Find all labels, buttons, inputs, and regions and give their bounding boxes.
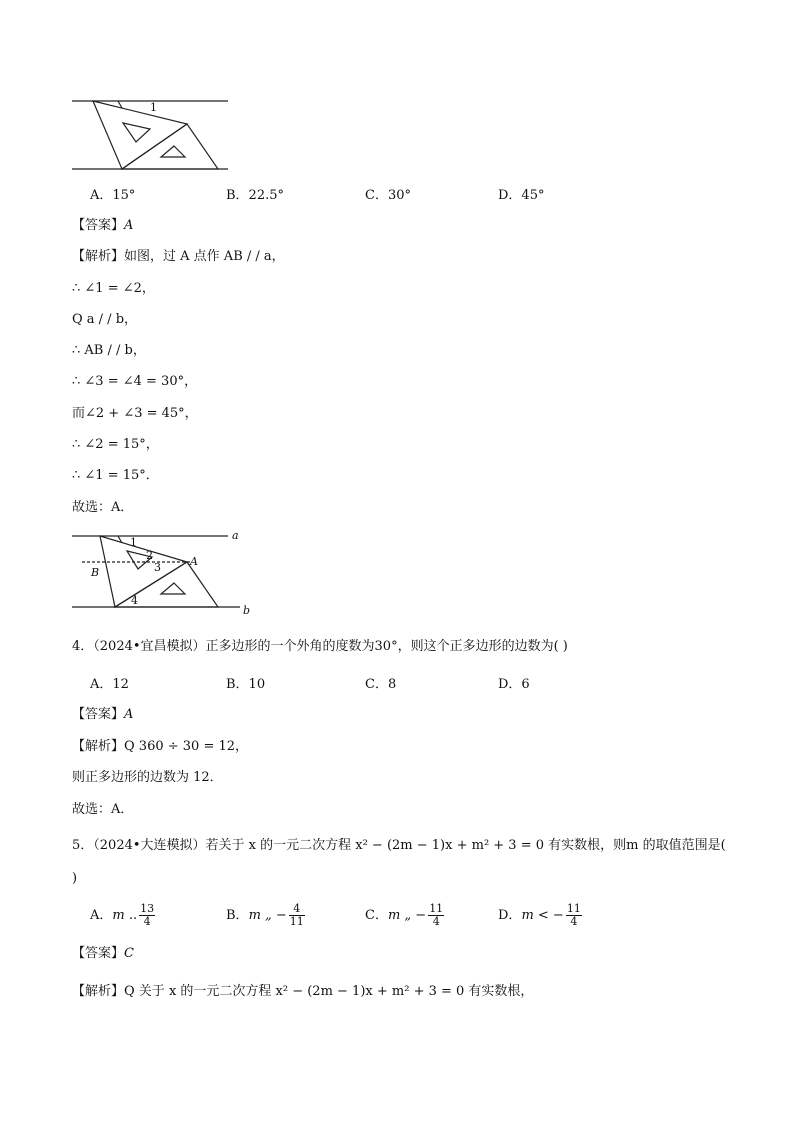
fraction-numerator: 11 (429, 902, 444, 915)
option-prefix: B． (226, 908, 249, 923)
solution-text: Q 关于 x 的一元二次方程 x² − (2m − 1)x + m² + 3 = 0 有实数根， (124, 984, 534, 999)
q4-answer (72, 706, 133, 724)
answer-value: A (124, 707, 134, 722)
q3-option-c: C．30° (365, 188, 411, 203)
q3-solution-line-8: ∴ ∠1 = 15°． (72, 468, 159, 483)
q4-option-c: C．8 (365, 677, 397, 692)
fraction-numerator: 11 (566, 902, 581, 915)
q3-solution-line-3: Q a / / b， (72, 312, 138, 327)
figure-1-angle-label: 1 (150, 101, 157, 114)
solution-tag: 【解析】 (72, 249, 125, 264)
answer-tag: 【答案】 (72, 946, 125, 961)
q4-option-a: A．12 (90, 677, 129, 692)
q3-conclusion: 故选：A． (72, 500, 134, 515)
answer-tag: 【答案】 (72, 218, 125, 233)
angle-1-label: 1 (130, 536, 137, 549)
solution-tag: 【解析】 (72, 984, 125, 999)
solution-text: Q 360 ÷ 30 = 12， (124, 739, 249, 754)
solution-tag: 【解析】 (72, 739, 125, 754)
q3-solution-line-2: ∴ ∠1 = ∠2， (72, 281, 155, 296)
option-variable: m .. (112, 908, 138, 923)
q5-stem-line-2: ) (72, 871, 78, 886)
fraction-denominator: 4 (570, 915, 578, 928)
q4-conclusion: 故选：A． (72, 802, 134, 817)
option-fraction (566, 903, 582, 928)
option-fraction (428, 903, 444, 928)
fraction-numerator: 4 (289, 903, 305, 916)
option-variable: m < − (521, 908, 564, 923)
solution-text: 如图，过 A 点作 AB / / a， (124, 249, 285, 264)
line-b-label: b (243, 604, 251, 617)
point-a-label: A (190, 555, 198, 568)
option-fraction (139, 903, 155, 928)
q3-solution-line-6: 而∠2 + ∠3 = 45°， (72, 406, 198, 421)
option-prefix: A． (90, 908, 113, 923)
q5-answer (72, 945, 134, 963)
answer-value: A (124, 218, 134, 233)
q4-option-b: B．10 (226, 677, 266, 692)
q4-solution-line-1 (72, 738, 248, 756)
q5-option-c (365, 903, 446, 928)
angle-4-label: 4 (131, 594, 138, 607)
q3-option-a: A．15° (90, 188, 136, 203)
line-a-label: a (232, 529, 239, 542)
angle-3-label: 3 (154, 561, 161, 574)
fraction-denominator: 11 (289, 915, 304, 928)
q4-option-d: D．6 (498, 677, 530, 692)
fraction-denominator: 4 (432, 915, 440, 928)
q4-stem: 4．（2024•宜昌模拟）正多边形的一个外角的度数为30°，则这个正多边形的边数为( ) (72, 639, 568, 654)
fraction-numerator: 13 (140, 902, 155, 915)
q3-solution-line-4: ∴ AB / / b， (72, 343, 146, 358)
q5-option-b (226, 903, 307, 928)
q3-option-d: D．45° (498, 188, 545, 203)
option-fraction (289, 903, 305, 928)
fraction-denominator: 4 (143, 915, 151, 928)
q5-solution-line-1 (72, 983, 533, 1001)
q3-solution-line-5: ∴ ∠3 = ∠4 = 30°， (72, 374, 198, 389)
point-b-label: B (91, 566, 100, 579)
q3-solution-line-7: ∴ ∠2 = 15°， (72, 437, 159, 452)
option-variable: m „ − (248, 908, 287, 923)
answer-tag: 【答案】 (72, 707, 125, 722)
q4-solution-line-2: 则正多边形的边数为 12． (72, 770, 223, 785)
option-prefix: C． (365, 908, 388, 923)
angle-2-label: 2 (146, 549, 153, 562)
q5-option-a (90, 903, 157, 928)
q5-stem-line-1: 5．（2024•大连模拟）若关于 x 的一元二次方程 x² − (2m − 1)x + m² + 3 = 0 有实数根，则m 的取值范围是( (72, 838, 726, 853)
q5-option-d (498, 903, 584, 928)
q3-option-b: B．22.5° (226, 188, 284, 203)
option-prefix: D． (498, 908, 522, 923)
answer-value: C (124, 946, 134, 961)
option-variable: m „ − (387, 908, 427, 923)
